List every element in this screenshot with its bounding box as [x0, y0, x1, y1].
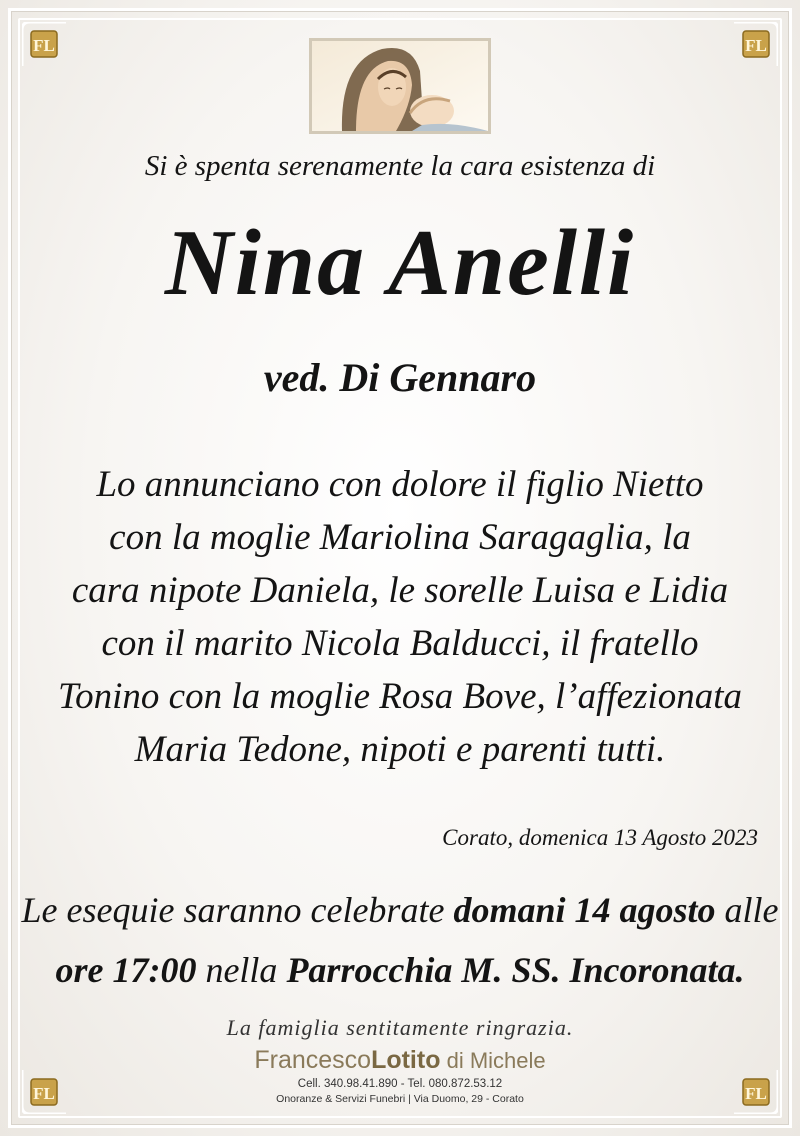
agency-phone: Cell. 340.98.41.890 - Tel. 080.872.53.12: [297, 1078, 503, 1090]
intro-text: Si è spenta serenamente la cara esistenza di: [144, 150, 656, 182]
funeral-church: Parrocchia M. SS. Incoronata.: [286, 950, 745, 990]
announcement-line: con il marito Nicola Balducci, il fratello: [101, 623, 699, 664]
corner-logo-icon: [22, 1070, 66, 1114]
funeral-text: nella: [196, 950, 287, 990]
announcement-line: cara nipote Daniela, le sorelle Luisa e Lidia: [71, 570, 729, 611]
agency-last-name: Lotito: [371, 1046, 441, 1074]
thanks-text: La famiglia sentitamente ringrazia.: [226, 1015, 574, 1040]
funeral-time: ore 17:00: [55, 950, 197, 990]
notice-date: Corato, domenica 13 Agosto 2023: [442, 825, 758, 850]
svg-text:FL: FL: [33, 36, 55, 55]
funeral-text: alle: [715, 890, 779, 930]
announcement-line: Maria Tedone, nipoti e parenti tutti.: [134, 729, 666, 770]
corner-logo-icon: [734, 22, 778, 66]
funeral-date: domani 14 agosto: [453, 890, 716, 930]
announcement-text: [0, 458, 800, 776]
svg-text:FL: FL: [745, 1084, 767, 1103]
corner-logo-icon: [734, 1070, 778, 1114]
agency-brand: [0, 1046, 800, 1075]
funeral-text: Le esequie saranno celebrate: [21, 890, 454, 930]
agency-suffix: di Michele: [440, 1048, 546, 1073]
announcement-line: con la moglie Mariolina Saragaglia, la: [109, 517, 691, 558]
agency-first-name: Francesco: [254, 1046, 372, 1074]
madonna-and-child-icon: [309, 38, 491, 134]
funeral-line-1: [0, 880, 800, 940]
svg-text:FL: FL: [33, 1084, 55, 1103]
funeral-details: [0, 880, 800, 1000]
announcement-line: Tonino con la moglie Rosa Bove, l’affezionata: [57, 676, 743, 717]
announcement-line: Lo annunciano con dolore il figlio Nietto: [96, 464, 704, 505]
funeral-line-2: [0, 940, 800, 1000]
deceased-name: Nina Anelli: [164, 211, 636, 315]
deceased-married-name: ved. Di Gennaro: [263, 355, 537, 400]
corner-logo-icon: [22, 22, 66, 66]
agency-address: Onoranze & Servizi Funebri | Via Duomo, 29 - Corato: [276, 1093, 524, 1105]
svg-text:FL: FL: [745, 36, 767, 55]
